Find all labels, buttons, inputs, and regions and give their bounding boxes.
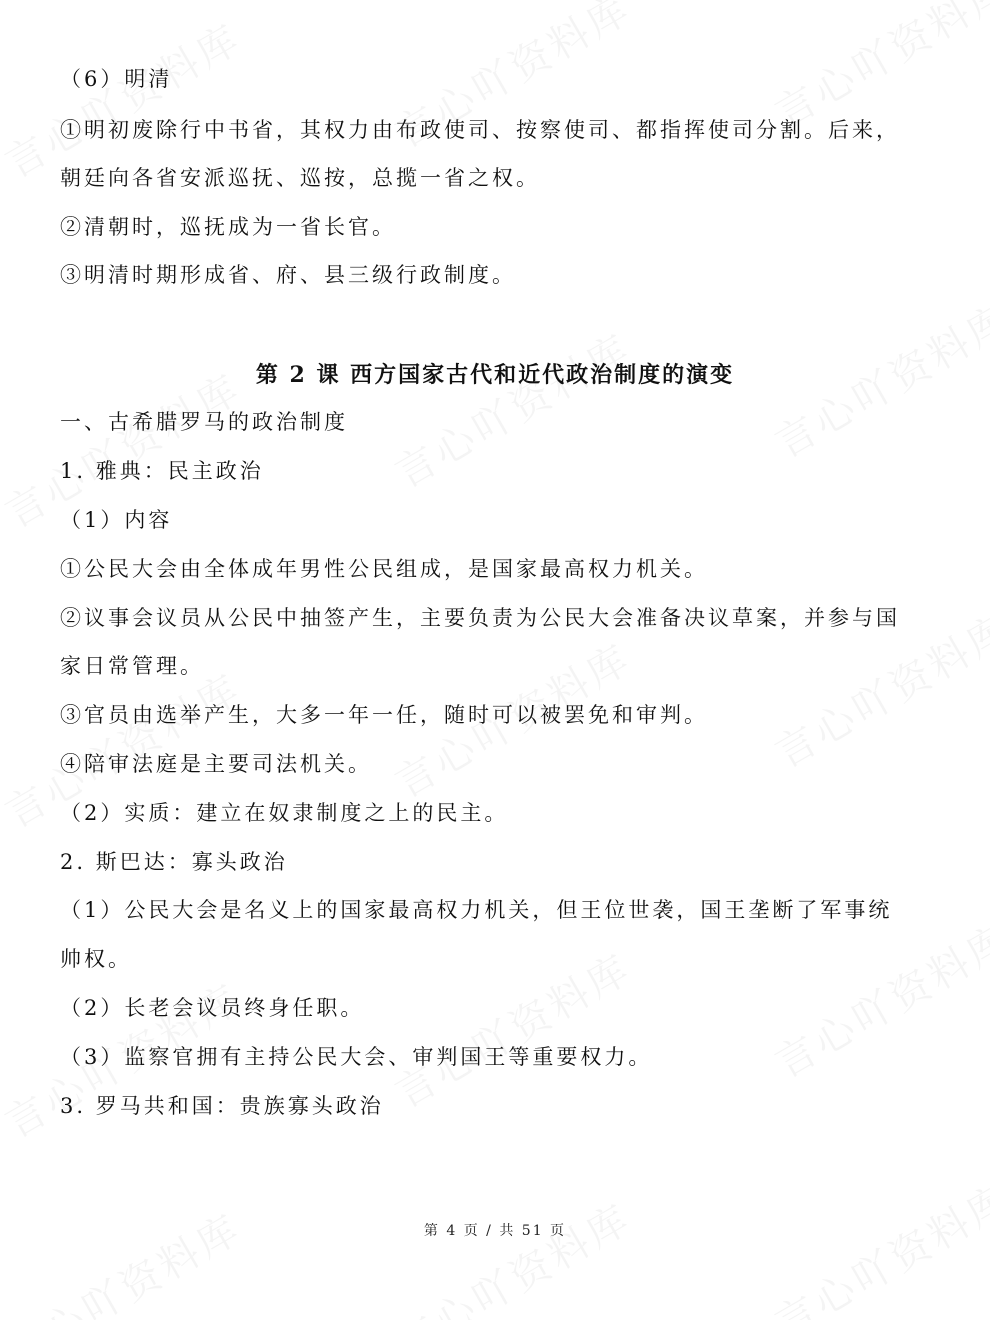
paragraph-line: （2）长老会议员终身任职。 [60,996,365,1020]
paragraph-line: 家日常管理。 [60,654,204,678]
paragraph-line: ①公民大会由全体成年男性公民组成，是国家最高权力机关。 [60,557,708,581]
paragraph-line: ③明清时期形成省、府、县三级行政制度。 [60,263,516,287]
subsection-title-sparta: 2. 斯巴达：寡头政治 [60,850,288,874]
paragraph-line: （3）监察官拥有主持公民大会、审判国王等重要权力。 [60,1045,653,1069]
subsection-title-rome: 3. 罗马共和国：贵族寡头政治 [60,1094,384,1118]
watermark [0,8,251,189]
lesson-heading: 第 2 课 西方国家古代和近代政治制度的演变 [255,362,735,388]
watermark [383,938,640,1119]
paragraph-line: （1）公民大会是名义上的国家最高权力机关，但王位世袭，国王垄断了军事统 [60,898,893,922]
watermark [383,318,640,499]
paragraph-line: ④陪审法庭是主要司法机关。 [60,752,372,776]
paragraph-line: ②议事会议员从公民中抽签产生，主要负责为公民大会准备决议草案，并参与国 [60,606,900,630]
page-number-footer: 第 4 页 / 共 51 页 [423,1223,567,1239]
watermark [763,1168,990,1320]
paragraph-line: 朝廷向各省安派巡抚、巡按，总揽一省之权。 [60,166,540,190]
paragraph-line: ②清朝时，巡抚成为一省长官。 [60,215,396,239]
item-title: （1）内容 [60,508,173,532]
watermark [763,908,990,1089]
watermark [383,1188,640,1320]
paragraph-line: （2）实质：建立在奴隶制度之上的民主。 [60,801,509,825]
part-title: 一、古希腊罗马的政治制度 [60,410,348,434]
paragraph-line: ③官员由选举产生，大多一年一任，随时可以被罢免和审判。 [60,703,708,727]
section-title-ming-qing: （6）明清 [60,67,173,91]
paragraph-line: 帅权。 [60,947,132,971]
paragraph-line: ①明初废除行中书省，其权力由布政使司、按察使司、都指挥使司分割。后来， [60,118,900,142]
subsection-title-athens: 1. 雅典：民主政治 [60,459,264,483]
watermark [0,1198,251,1320]
